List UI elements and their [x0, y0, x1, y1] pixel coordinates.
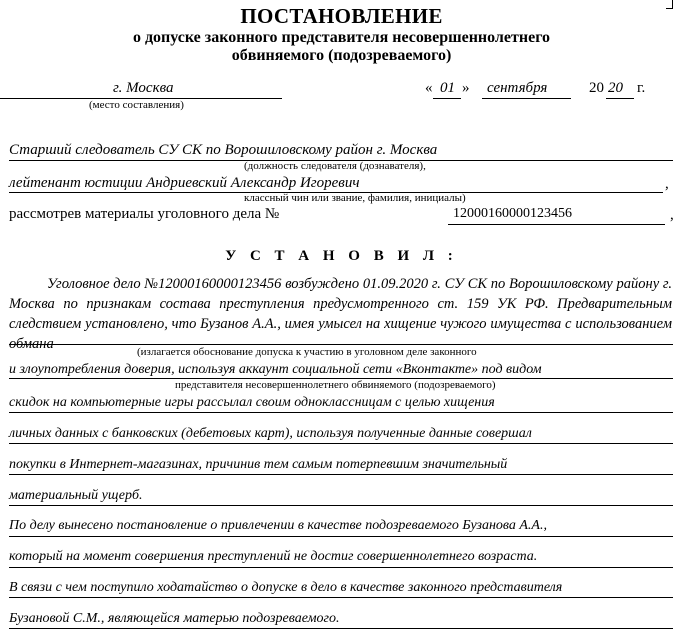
reviewed-comma: , [670, 207, 674, 223]
established-line: В связи с чем поступило ходатайство о допуске в дело в качестве законного представителя [9, 580, 563, 595]
date-month-underline [482, 98, 571, 99]
established-line: покупки в Интернет-магазинах, причинив тем самым потерпевшим значительный [9, 457, 508, 472]
document-subtitle-line2: обвиняемого (подозреваемого) [231, 47, 452, 64]
case-number-underline [448, 224, 665, 225]
established-line: который на момент совершения преступлений не достиг совершеннолетнего возраста. [9, 549, 538, 564]
paragraph-underline [9, 344, 673, 345]
place-city: г. Москва [113, 80, 174, 96]
document-subtitle-line1: о допуске законного представителя несовершеннолетнего [132, 29, 551, 46]
line-underline [9, 597, 673, 598]
established-caption1: (излагается обоснование допуска к участию в уголовном деле законного [137, 346, 477, 358]
line-underline [9, 567, 673, 568]
established-heading: У С Т А Н О В И Л : [225, 248, 458, 264]
document-title: ПОСТАНОВЛЕНИЕ [240, 4, 443, 28]
place-caption: (место составления) [89, 99, 184, 111]
established-line: личных данных с банковских (дебетовых карт), используя полученные данные совершал [9, 426, 532, 441]
page-corner-mark [666, 8, 673, 9]
official-position-caption: (должность следователя (дознавателя), [244, 160, 426, 172]
date-quote-close: » [462, 80, 470, 96]
line-underline [9, 536, 673, 537]
line-underline [9, 412, 673, 413]
date-quote-open: « [425, 80, 433, 96]
established-line: Бузановой С.М., являющейся матерью подозреваемого. [9, 611, 340, 626]
official-rank-caption: классный чин или звание, фамилия, инициалы) [244, 192, 466, 204]
established-line1: и злоупотребления доверия, используя аккаунт социальной сети «Вконтакте» под видом [9, 362, 542, 377]
line-underline [9, 443, 673, 444]
line-underline [9, 474, 673, 475]
official-rank-name: лейтенант юстиции Андриевский Александр Игоревич [9, 175, 360, 191]
established-line: По делу вынесено постановление о привлечении в качестве подозреваемого Бузанова А.А., [9, 518, 547, 533]
official-rank-comma: , [665, 176, 669, 192]
official-position: Старший следователь СУ СК по Ворошиловскому район г. Москва [9, 142, 438, 158]
established-caption2: представителя несовершеннолетнего обвиняемого (подозреваемого) [175, 379, 496, 391]
date-year-prefix: 20 [589, 80, 604, 96]
date-year-underline [606, 98, 634, 99]
line-underline [9, 505, 673, 506]
page-corner-mark [672, 0, 673, 8]
established-line: скидок на компьютерные игры рассылал своим одноклассницам с целью хищения [9, 395, 495, 410]
case-number: 12000160000123456 [453, 206, 572, 221]
date-month: сентября [487, 80, 548, 96]
date-year-unit: г. [637, 80, 646, 96]
date-day: 01 [440, 80, 455, 96]
date-year-suffix: 20 [608, 80, 623, 96]
date-day-underline [433, 98, 461, 99]
established-line: материальный ущерб. [9, 488, 143, 503]
reviewed-label: рассмотрев материалы уголовного дела № [9, 206, 280, 222]
established-paragraph: Уголовное дело №12000160000123456 возбуждено 01.09.2020 г. СУ СК по Ворошиловскому району г. Москва по признакам состава преступления предусмотренного ст. 159 УК РФ. Предварительным следствием установлено, что Бузанов А.А., имея умысел на хищение чужого имущества с использованием обмана [9, 276, 672, 352]
line-underline [9, 628, 673, 629]
